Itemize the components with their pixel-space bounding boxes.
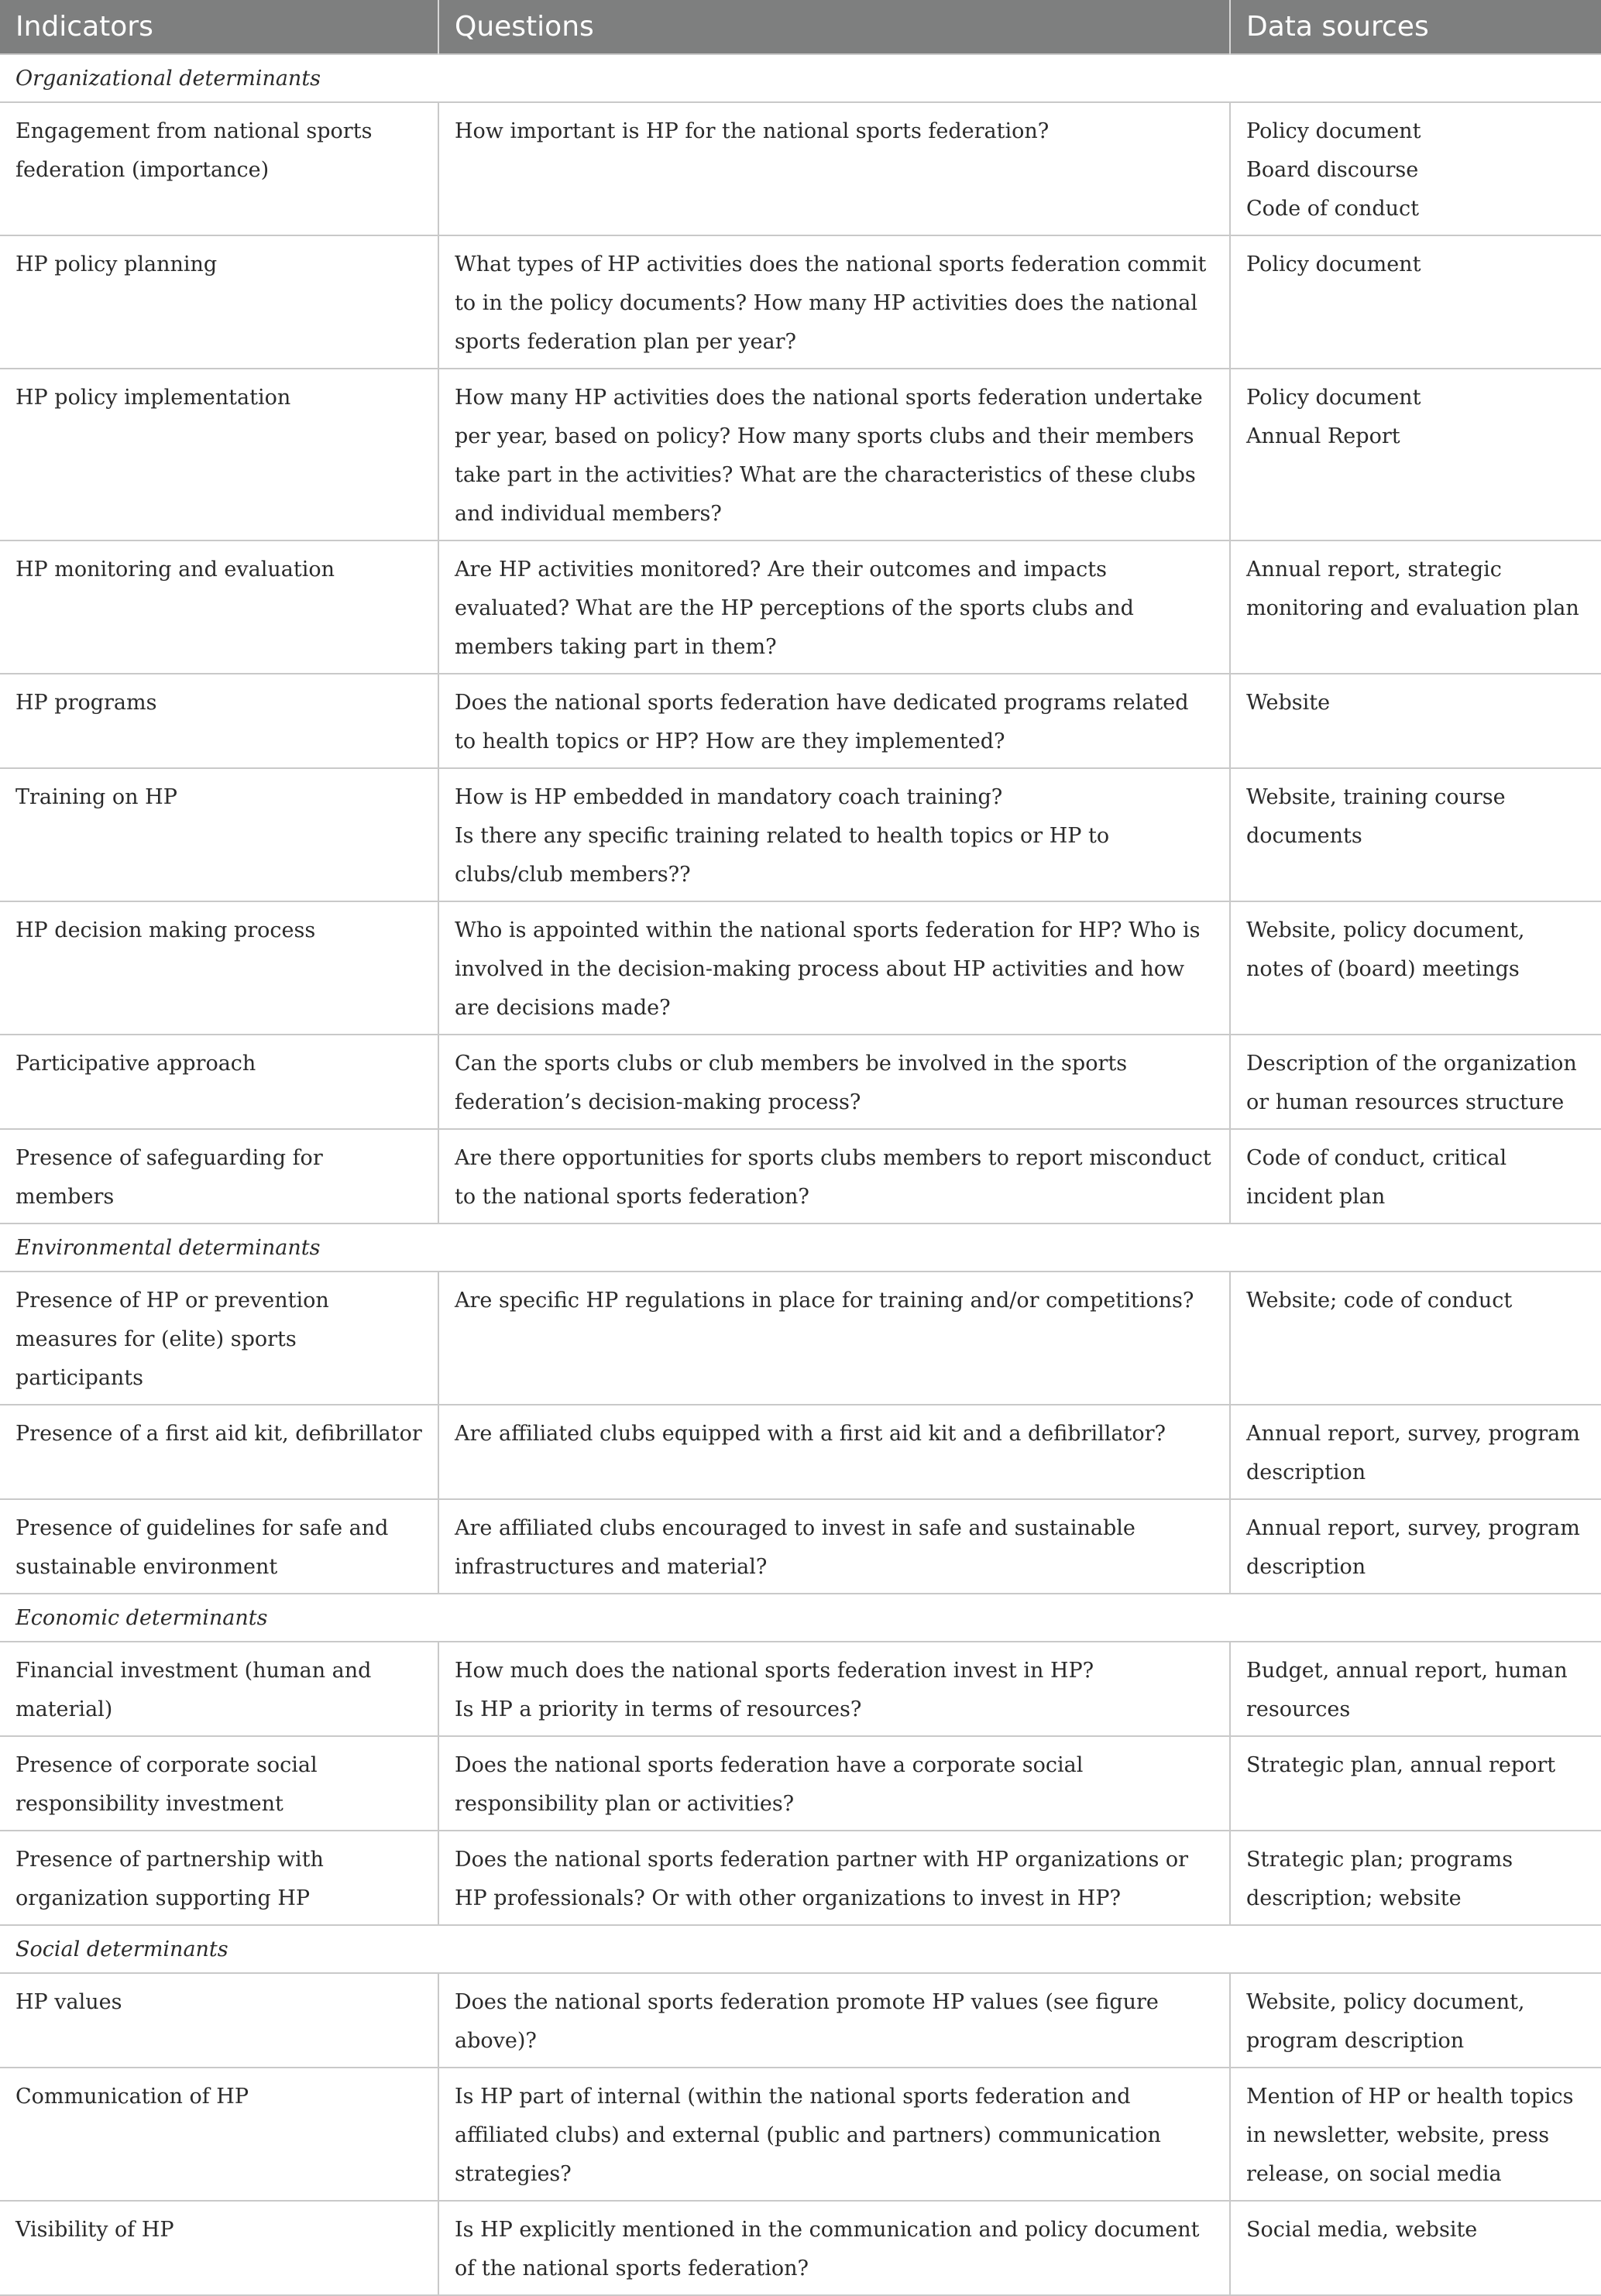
data-source-line: Code of conduct	[1246, 197, 1420, 221]
table-row	[0, 901, 1601, 1035]
question-cell	[438, 674, 1230, 768]
data-source-cell	[1230, 235, 1601, 369]
section-title: Economic determinants	[0, 1594, 1601, 1642]
data-source-line: Annual report, survey, program description	[1246, 1422, 1580, 1484]
data-source-cell	[1230, 1831, 1601, 1925]
data-source-cell	[1230, 1499, 1601, 1594]
question-cell	[438, 2201, 1230, 2295]
question-cell	[438, 541, 1230, 674]
question-line: How much does the national sports federation invest in HP?	[455, 1659, 1094, 1683]
indicator-cell: HP programs	[0, 674, 438, 768]
indicator-cell: Engagement from national sports federation (importance)	[0, 102, 438, 235]
data-source-cell	[1230, 1405, 1601, 1499]
question-line: Are there opportunities for sports clubs members to report misconduct to the national sports federation?	[455, 1146, 1211, 1209]
data-source-line: Social media, website	[1246, 2218, 1478, 2242]
question-cell	[438, 1405, 1230, 1499]
data-source-line: Mention of HP or health topics in newsletter, website, press release, on social media	[1246, 2085, 1574, 2186]
indicator-cell: HP monitoring and evaluation	[0, 541, 438, 674]
table-row	[0, 2068, 1601, 2201]
section-title: Social determinants	[0, 1925, 1601, 1973]
indicator-cell: HP decision making process	[0, 901, 438, 1035]
table-row	[0, 1736, 1601, 1831]
question-line: Are affiliated clubs encouraged to invest in safe and sustainable infrastructures and material?	[455, 1516, 1135, 1579]
data-source-cell	[1230, 1129, 1601, 1224]
question-cell	[438, 1831, 1230, 1925]
indicator-cell: HP values	[0, 1973, 438, 2068]
data-source-line: Annual report, strategic monitoring and evaluation plan	[1246, 558, 1579, 620]
question-line: Does the national sports federation have a corporate social responsibility plan or activities?	[455, 1753, 1084, 1816]
question-line: Who is appointed within the national sports federation for HP? Who is involved in the decision-making process about HP activities and how are decisions made?	[455, 918, 1201, 1020]
table-row	[0, 1129, 1601, 1224]
data-source-line: Policy document	[1246, 386, 1421, 410]
data-source-line: Annual Report	[1246, 424, 1400, 448]
question-line: Can the sports clubs or club members be involved in the sports federation’s decision-making process?	[455, 1052, 1128, 1114]
table-row	[0, 1831, 1601, 1925]
data-source-cell	[1230, 1272, 1601, 1405]
data-source-line: Policy document	[1246, 119, 1421, 143]
section-title: Environmental determinants	[0, 1224, 1601, 1272]
data-source-cell	[1230, 1642, 1601, 1736]
data-source-cell	[1230, 1035, 1601, 1129]
table-row	[0, 1035, 1601, 1129]
question-line: Does the national sports federation promote HP values (see figure above)?	[455, 1990, 1159, 2053]
table-row	[0, 235, 1601, 369]
data-source-line: Website, training course documents	[1246, 785, 1506, 848]
question-line: How important is HP for the national sports federation?	[455, 119, 1050, 143]
question-cell	[438, 1035, 1230, 1129]
question-line: Is HP explicitly mentioned in the communication and policy document of the national sports federation?	[455, 2218, 1200, 2281]
table-row	[0, 1642, 1601, 1736]
indicator-cell: Training on HP	[0, 768, 438, 901]
indicator-cell: Visibility of HP	[0, 2201, 438, 2295]
table-body	[0, 54, 1601, 2295]
data-source-line: Website; code of conduct	[1246, 1289, 1513, 1313]
question-line: Does the national sports federation partner with HP organizations or HP professionals? Or with other organizations to invest in HP?	[455, 1848, 1189, 1910]
data-source-cell	[1230, 1736, 1601, 1831]
data-source-cell	[1230, 2201, 1601, 2295]
question-cell	[438, 102, 1230, 235]
table-row	[0, 2201, 1601, 2295]
data-source-line: Policy document	[1246, 252, 1421, 276]
section-row	[0, 1224, 1601, 1272]
indicator-cell: Presence of corporate social responsibility investment	[0, 1736, 438, 1831]
data-source-cell	[1230, 541, 1601, 674]
table-row	[0, 674, 1601, 768]
indicator-cell: Presence of HP or prevention measures for (elite) sports participants	[0, 1272, 438, 1405]
indicator-cell: Participative approach	[0, 1035, 438, 1129]
indicator-cell: Communication of HP	[0, 2068, 438, 2201]
indicator-cell: HP policy implementation	[0, 369, 438, 541]
header-data-sources: Data sources	[1230, 0, 1601, 54]
indicator-cell: HP policy planning	[0, 235, 438, 369]
data-source-line: Description of the organization or human resources structure	[1246, 1052, 1577, 1114]
question-cell	[438, 1973, 1230, 2068]
question-cell	[438, 1499, 1230, 1594]
indicator-cell: Presence of guidelines for safe and sustainable environment	[0, 1499, 438, 1594]
table-row	[0, 1973, 1601, 2068]
section-row	[0, 1925, 1601, 1973]
header-row	[0, 0, 1601, 54]
data-source-line: Website, policy document, notes of (board) meetings	[1246, 918, 1525, 981]
question-cell	[438, 2068, 1230, 2201]
question-cell	[438, 768, 1230, 901]
section-row	[0, 1594, 1601, 1642]
question-line: Are specific HP regulations in place for training and/or competitions?	[455, 1289, 1194, 1313]
table-header	[0, 0, 1601, 54]
header-indicators: Indicators	[0, 0, 438, 54]
data-source-cell	[1230, 369, 1601, 541]
data-source-cell	[1230, 768, 1601, 901]
data-source-line: Code of conduct, critical incident plan	[1246, 1146, 1507, 1209]
table-row	[0, 1405, 1601, 1499]
indicator-cell: Presence of partnership with organization supporting HP	[0, 1831, 438, 1925]
question-line: Are HP activities monitored? Are their outcomes and impacts evaluated? What are the HP perceptions of the sports clubs and members taking part in them?	[455, 558, 1134, 659]
indicator-cell: Presence of a first aid kit, defibrillator	[0, 1405, 438, 1499]
data-source-line: Website, policy document, program description	[1246, 1990, 1525, 2053]
data-source-cell	[1230, 2068, 1601, 2201]
table-row	[0, 1272, 1601, 1405]
data-source-line: Annual report, survey, program description	[1246, 1516, 1580, 1579]
table-row	[0, 768, 1601, 901]
data-source-line: Strategic plan; programs description; website	[1246, 1848, 1513, 1910]
question-line: Does the national sports federation have dedicated programs related to health topics or HP? How are they implemented?	[455, 691, 1189, 753]
table-row	[0, 541, 1601, 674]
question-line: Is there any specific training related to health topics or HP to clubs/club members??	[455, 824, 1110, 887]
indicator-cell: Presence of safeguarding for members	[0, 1129, 438, 1224]
data-source-line: Website	[1246, 691, 1331, 715]
data-source-line: Board discourse	[1246, 158, 1419, 182]
question-cell	[438, 1129, 1230, 1224]
data-source-cell	[1230, 901, 1601, 1035]
question-line: Are affiliated clubs equipped with a first aid kit and a defibrillator?	[455, 1422, 1166, 1446]
question-cell	[438, 1736, 1230, 1831]
table-row	[0, 102, 1601, 235]
data-source-cell	[1230, 102, 1601, 235]
section-row	[0, 54, 1601, 102]
question-cell	[438, 1642, 1230, 1736]
question-line: How is HP embedded in mandatory coach training?	[455, 785, 1003, 809]
question-cell	[438, 235, 1230, 369]
question-cell	[438, 369, 1230, 541]
indicator-cell: Financial investment (human and material)	[0, 1642, 438, 1736]
table-row	[0, 1499, 1601, 1594]
data-source-line: Strategic plan, annual report	[1246, 1753, 1556, 1777]
table-row	[0, 369, 1601, 541]
section-title: Organizational determinants	[0, 54, 1601, 102]
data-source-cell	[1230, 1973, 1601, 2068]
header-questions: Questions	[438, 0, 1230, 54]
question-line: How many HP activities does the national sports federation undertake per year, based on policy? How many sports clubs and their members take part in the activities? What are the characteristics of these clubs and individual members?	[455, 386, 1203, 526]
question-line: Is HP part of internal (within the national sports federation and affiliated clubs) and external (public and partners) communication strategies?	[455, 2085, 1161, 2186]
question-line: What types of HP activities does the national sports federation commit to in the policy documents? How many HP activities does the national sports federation plan per year?	[455, 252, 1207, 354]
data-source-cell	[1230, 674, 1601, 768]
question-cell	[438, 1272, 1230, 1405]
question-cell	[438, 901, 1230, 1035]
data-source-line: Budget, annual report, human resources	[1246, 1659, 1568, 1721]
question-line: Is HP a priority in terms of resources?	[455, 1697, 862, 1721]
